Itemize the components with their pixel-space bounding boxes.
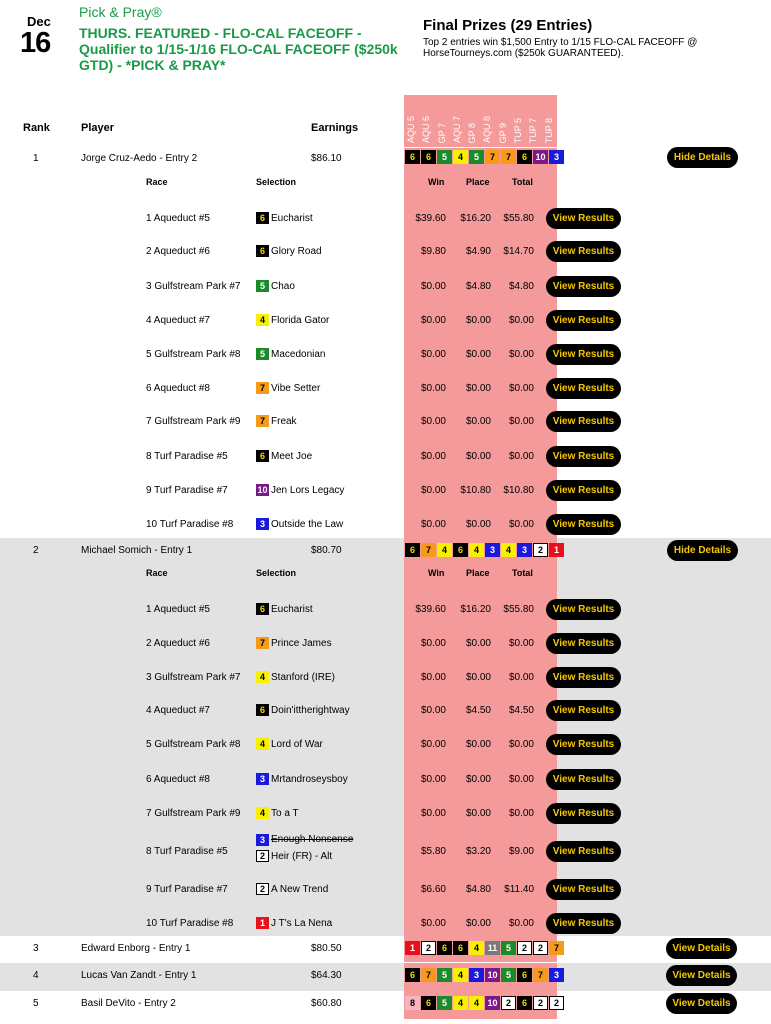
place-amount: $4.80 <box>465 884 491 895</box>
race-header <box>419 95 434 147</box>
saddle-number: 7 <box>256 637 269 649</box>
pick-cell: 4 <box>453 996 468 1010</box>
total-amount: $0.00 <box>508 638 534 649</box>
saddle-number: 7 <box>256 382 269 394</box>
leaderboard-row <box>0 936 771 962</box>
race-name: 9 Turf Paradise #7 <box>146 884 228 895</box>
win-amount: $0.00 <box>420 485 446 496</box>
total-amount: $0.00 <box>508 774 534 785</box>
horse-name: Freak <box>271 416 297 427</box>
picks-strip <box>404 148 557 538</box>
place-amount: $4.80 <box>465 281 491 292</box>
detail-row <box>0 383 771 403</box>
place-amount: $0.00 <box>465 638 491 649</box>
pick-cell: 6 <box>421 996 436 1010</box>
view-results-button[interactable]: View Results <box>546 879 621 900</box>
pick-cell: 2 <box>549 996 564 1010</box>
saddle-number: 3 <box>256 773 269 785</box>
detail-row <box>0 315 771 335</box>
pick-cell: 4 <box>469 543 484 557</box>
detail-row <box>0 519 771 539</box>
view-results-button[interactable]: View Results <box>546 734 621 755</box>
race-name: 6 Aqueduct #8 <box>146 774 210 785</box>
detail-header-selection: Selection <box>256 177 297 187</box>
place-amount: $3.20 <box>465 846 491 857</box>
pick-cell: 8 <box>405 996 420 1010</box>
earnings: $64.30 <box>311 970 342 981</box>
pick-cell: 2 <box>533 996 548 1010</box>
detail-header-total: Total <box>512 568 533 578</box>
win-amount: $0.00 <box>420 349 446 360</box>
detail-row <box>0 246 771 266</box>
horse-name: Chao <box>271 281 295 292</box>
pick-cell: 2 <box>533 941 548 955</box>
win-amount: $5.80 <box>420 846 446 857</box>
detail-header-race: Race <box>146 568 168 578</box>
race-name: 7 Gulfstream Park #9 <box>146 808 241 819</box>
rank: 3 <box>33 943 39 954</box>
total-amount: $55.80 <box>503 213 534 224</box>
view-results-button[interactable]: View Results <box>546 803 621 824</box>
total-amount: $4.80 <box>508 281 534 292</box>
detail-row <box>0 604 771 624</box>
horse-name-scratched: Enough Nonsense <box>271 834 354 845</box>
pick-cell: 6 <box>517 996 532 1010</box>
hide-details-button[interactable]: Hide Details <box>667 147 738 168</box>
win-amount: $0.00 <box>420 672 446 683</box>
place-amount: $0.00 <box>465 739 491 750</box>
total-amount: $0.00 <box>508 315 534 326</box>
place-amount: $0.00 <box>465 808 491 819</box>
saddle-number: 7 <box>256 415 269 427</box>
total-amount: $55.80 <box>503 604 534 615</box>
detail-header-place: Place <box>466 177 490 187</box>
leaderboard-row <box>0 991 771 1019</box>
saddle-number: 6 <box>256 603 269 615</box>
pick-cell: 1 <box>549 543 564 557</box>
column-earnings: Earnings <box>311 122 359 134</box>
earnings: $80.50 <box>311 943 342 954</box>
prizes-title: Final Prizes (29 Entries) <box>423 17 593 34</box>
horse-name: Macedonian <box>271 349 326 360</box>
view-details-button[interactable]: View Details <box>666 993 737 1014</box>
saddle-number: 1 <box>256 917 269 929</box>
saddle-number: 3 <box>256 834 269 846</box>
race-name: 5 Gulfstream Park #8 <box>146 349 241 360</box>
race-name: 6 Aqueduct #8 <box>146 383 210 394</box>
horse-name: J T's La Nena <box>271 918 333 929</box>
picks-strip <box>404 538 557 936</box>
detail-row <box>0 774 771 794</box>
place-amount: $0.00 <box>465 774 491 785</box>
detail-header-total: Total <box>512 177 533 187</box>
pick-cell: 6 <box>405 543 420 557</box>
place-amount: $0.00 <box>465 519 491 530</box>
place-amount: $0.00 <box>465 416 491 427</box>
view-results-button[interactable]: View Results <box>546 841 621 862</box>
win-amount: $0.00 <box>420 638 446 649</box>
win-amount: $39.60 <box>415 213 446 224</box>
hide-details-button[interactable]: Hide Details <box>667 540 738 561</box>
horse-name: Glory Road <box>271 246 322 257</box>
earnings: $80.70 <box>311 545 342 556</box>
horse-name: To a T <box>271 808 299 819</box>
detail-row <box>0 281 771 301</box>
horse-name: Lord of War <box>271 739 323 750</box>
saddle-number: 3 <box>256 518 269 530</box>
place-amount: $10.80 <box>460 485 491 496</box>
race-name: 10 Turf Paradise #8 <box>146 918 234 929</box>
total-amount: $0.00 <box>508 808 534 819</box>
race-name: 4 Aqueduct #7 <box>146 315 210 326</box>
detail-row <box>0 451 771 471</box>
race-name: 8 Turf Paradise #5 <box>146 451 228 462</box>
detail-header-race: Race <box>146 177 168 187</box>
detail-row <box>0 884 771 904</box>
rank: 4 <box>33 970 39 981</box>
win-amount: $0.00 <box>420 383 446 394</box>
race-header-label: AQU 8 <box>482 115 493 143</box>
win-amount: $0.00 <box>420 451 446 462</box>
earnings: $60.80 <box>311 998 342 1009</box>
pick-cell: 6 <box>405 150 420 164</box>
pick-cell: 4 <box>501 543 516 557</box>
race-name: 2 Aqueduct #6 <box>146 638 210 649</box>
race-header-label: GP 7 <box>436 122 447 143</box>
pick-cells <box>405 941 565 955</box>
race-header <box>526 95 541 147</box>
detail-row <box>0 834 771 866</box>
race-name: 3 Gulfstream Park #7 <box>146 281 241 292</box>
pick-cell: 1 <box>405 941 420 955</box>
pick-cell: 10 <box>485 996 500 1010</box>
pick-cell: 7 <box>421 968 436 982</box>
race-column-headers <box>404 95 557 147</box>
race-header <box>542 95 557 147</box>
pick-cell: 2 <box>501 996 516 1010</box>
saddle-number: 4 <box>256 314 269 326</box>
saddle-number: 2 <box>256 850 269 862</box>
pick-cell: 7 <box>533 968 548 982</box>
race-header <box>404 95 419 147</box>
win-amount: $0.00 <box>420 918 446 929</box>
pick-cell: 11 <box>485 941 500 955</box>
detail-row <box>0 918 771 938</box>
horse-name: A New Trend <box>271 884 329 895</box>
view-results-button[interactable]: View Results <box>546 633 621 654</box>
view-results-button[interactable]: View Results <box>546 310 621 331</box>
view-results-button[interactable]: View Results <box>546 769 621 790</box>
view-results-button[interactable]: View Results <box>546 208 621 229</box>
saddle-number: 10 <box>257 485 268 495</box>
detail-header-place: Place <box>466 568 490 578</box>
view-results-button[interactable]: View Results <box>546 378 621 399</box>
total-amount: $9.00 <box>508 846 534 857</box>
race-header-label: GP 9 <box>497 122 508 143</box>
horse-name: Florida Gator <box>271 315 330 326</box>
race-header-label: AQU 7 <box>451 115 462 143</box>
view-results-button[interactable]: View Results <box>546 599 621 620</box>
total-amount: $0.00 <box>508 918 534 929</box>
player-name: Lucas Van Zandt - Entry 1 <box>81 970 197 981</box>
race-header <box>496 95 511 147</box>
pick-cell: 6 <box>517 968 532 982</box>
player-name: Michael Somich - Entry 1 <box>81 545 193 556</box>
pick-cell: 6 <box>405 968 420 982</box>
pick-cell: 4 <box>469 996 484 1010</box>
saddle-number: 5 <box>256 280 269 292</box>
place-amount: $4.90 <box>465 246 491 257</box>
pick-cell: 2 <box>517 941 532 955</box>
race-name: 9 Turf Paradise #7 <box>146 485 228 496</box>
race-name: 8 Turf Paradise #5 <box>146 846 228 857</box>
saddle-number: 4 <box>256 671 269 683</box>
place-amount: $0.00 <box>465 918 491 929</box>
horse-name: Meet Joe <box>271 451 313 462</box>
race-header-label: TUP 8 <box>543 117 554 143</box>
place-amount: $0.00 <box>465 349 491 360</box>
total-amount: $4.50 <box>508 705 534 716</box>
detail-row <box>0 705 771 725</box>
detail-row <box>0 672 771 692</box>
pick-cells <box>405 543 565 557</box>
place-amount: $16.20 <box>460 604 491 615</box>
pick-cell: 6 <box>437 941 452 955</box>
win-amount: $0.00 <box>420 519 446 530</box>
pick-cells <box>405 996 565 1010</box>
saddle-number: 2 <box>256 883 269 895</box>
horse-name: Stanford (IRE) <box>271 672 335 683</box>
race-name: 3 Gulfstream Park #7 <box>146 672 241 683</box>
view-results-button[interactable]: View Results <box>546 700 621 721</box>
view-results-button[interactable]: View Results <box>546 514 621 535</box>
race-header-label: AQU 6 <box>421 115 432 143</box>
win-amount: $0.00 <box>420 705 446 716</box>
place-amount: $0.00 <box>465 383 491 394</box>
pick-cell: 6 <box>421 150 436 164</box>
saddle-number: 6 <box>256 704 269 716</box>
pick-cell: 2 <box>421 941 436 955</box>
contest-title: THURS. FEATURED - FLO-CAL FACEOFF - Qualifier to 1/15-1/16 FLO-CAL FACEOFF ($250k GTD) - *PICK & PRAY* <box>79 25 398 73</box>
pick-cell: 7 <box>501 150 516 164</box>
pick-cell: 6 <box>517 150 532 164</box>
race-header <box>465 95 480 147</box>
pick-cell: 10 <box>485 968 500 982</box>
win-amount: $0.00 <box>420 315 446 326</box>
pick-cell: 5 <box>437 968 452 982</box>
detail-row <box>0 416 771 436</box>
pick-cell: 4 <box>453 150 468 164</box>
rank: 2 <box>33 545 39 556</box>
place-amount: $4.50 <box>465 705 491 716</box>
pick-cell: 6 <box>453 941 468 955</box>
view-results-button[interactable]: View Results <box>546 446 621 467</box>
total-amount: $11.40 <box>504 884 534 895</box>
win-amount: $0.00 <box>420 416 446 427</box>
race-header <box>450 95 465 147</box>
pick-cell: 7 <box>485 150 500 164</box>
race-name: 7 Gulfstream Park #9 <box>146 416 241 427</box>
leaderboard-row <box>0 538 771 936</box>
detail-row <box>0 638 771 658</box>
pick-cell: 7 <box>549 941 564 955</box>
saddle-number: 6 <box>256 212 269 224</box>
rank: 1 <box>33 153 39 164</box>
race-header-label: GP 8 <box>467 122 478 143</box>
total-amount: $0.00 <box>508 383 534 394</box>
prizes-description: Top 2 entries win $1,500 Entry to 1/15 FLO-CAL FACEOFF @ HorseTourneys.com ($250k GUARANTEED). <box>423 37 698 59</box>
pick-cell: 4 <box>437 543 452 557</box>
pick-cell: 4 <box>469 941 484 955</box>
pick-cell: 5 <box>437 150 452 164</box>
detail-row <box>0 213 771 233</box>
rank: 5 <box>33 998 39 1009</box>
saddle-number: 6 <box>256 245 269 257</box>
race-name: 1 Aqueduct #5 <box>146 604 210 615</box>
pick-cell: 4 <box>453 968 468 982</box>
pick-cell: 6 <box>453 543 468 557</box>
win-amount: $0.00 <box>420 774 446 785</box>
earnings: $86.10 <box>311 153 342 164</box>
total-amount: $0.00 <box>508 451 534 462</box>
win-amount: $9.80 <box>420 246 446 257</box>
view-results-button[interactable]: View Results <box>546 241 621 262</box>
view-results-button[interactable]: View Results <box>546 276 621 297</box>
leaderboard-row <box>0 963 771 991</box>
horse-name: Prince James <box>271 638 332 649</box>
win-amount: $39.60 <box>415 604 446 615</box>
pick-cells <box>405 968 565 982</box>
race-header-label: AQU 5 <box>406 115 416 143</box>
race-header <box>435 95 450 147</box>
pick-cell: 5 <box>437 996 452 1010</box>
place-amount: $16.20 <box>460 213 491 224</box>
pick-cell: 3 <box>549 968 564 982</box>
player-name: Basil DeVito - Entry 2 <box>81 998 176 1009</box>
pick-cell: 3 <box>517 543 532 557</box>
race-header <box>480 95 495 147</box>
win-amount: $0.00 <box>420 739 446 750</box>
place-amount: $0.00 <box>465 672 491 683</box>
pick-cell: 10 <box>533 150 548 164</box>
total-amount: $0.00 <box>508 739 534 750</box>
view-results-button[interactable]: View Results <box>546 344 621 365</box>
detail-header-win: Win <box>428 177 445 187</box>
detail-row <box>0 739 771 759</box>
player-name: Edward Enborg - Entry 1 <box>81 943 191 954</box>
horse-name: Vibe Setter <box>271 383 321 394</box>
race-header-label: TUP 7 <box>528 117 539 143</box>
total-amount: $0.00 <box>508 349 534 360</box>
total-amount: $14.70 <box>503 246 534 257</box>
race-name: 5 Gulfstream Park #8 <box>146 739 241 750</box>
horse-name: Eucharist <box>271 604 313 615</box>
detail-header-win: Win <box>428 568 445 578</box>
date-day: 16 <box>20 27 51 59</box>
pick-cells <box>405 150 565 164</box>
total-amount: $0.00 <box>508 519 534 530</box>
total-amount: $0.00 <box>508 672 534 683</box>
view-details-button[interactable]: View Details <box>666 965 737 986</box>
place-amount: $0.00 <box>465 315 491 326</box>
column-player: Player <box>81 122 115 134</box>
view-results-button[interactable]: View Results <box>546 667 621 688</box>
view-results-button[interactable]: View Results <box>546 411 621 432</box>
column-rank: Rank <box>23 122 50 134</box>
date-month: Dec <box>27 14 51 29</box>
saddle-number: 6 <box>256 450 269 462</box>
pick-cell: 3 <box>485 543 500 557</box>
saddle-number: 4 <box>256 738 269 750</box>
player-name: Jorge Cruz-Aedo - Entry 2 <box>81 153 198 164</box>
race-header-label: TUP 5 <box>513 117 524 143</box>
pick-cell: 5 <box>501 941 516 955</box>
view-results-button[interactable]: View Results <box>546 480 621 501</box>
horse-name: Outside the Law <box>271 519 344 530</box>
detail-header-selection: Selection <box>256 568 297 578</box>
pick-cell: 7 <box>421 543 436 557</box>
horse-name: Doin'ittherightway <box>271 705 350 716</box>
win-amount: $0.00 <box>420 281 446 292</box>
detail-row <box>0 349 771 369</box>
saddle-number: 4 <box>256 807 269 819</box>
horse-name: Heir (FR) - Alt <box>271 851 333 862</box>
win-amount: $0.00 <box>420 808 446 819</box>
race-name: 1 Aqueduct #5 <box>146 213 210 224</box>
pick-cell: 3 <box>469 968 484 982</box>
pick-cell: 3 <box>549 150 564 164</box>
saddle-number: 5 <box>256 348 269 360</box>
horse-name: Jen Lors Legacy <box>271 485 345 496</box>
place-amount: $0.00 <box>465 451 491 462</box>
pick-cell: 5 <box>469 150 484 164</box>
detail-row <box>0 808 771 828</box>
pick-cell: 2 <box>533 543 548 557</box>
total-amount: $10.80 <box>503 485 534 496</box>
race-name: 4 Aqueduct #7 <box>146 705 210 716</box>
horse-name: Eucharist <box>271 213 313 224</box>
race-name: 2 Aqueduct #6 <box>146 246 210 257</box>
win-amount: $6.60 <box>420 884 446 895</box>
race-header <box>511 95 526 147</box>
race-name: 10 Turf Paradise #8 <box>146 519 234 530</box>
leaderboard-row <box>0 148 771 538</box>
pick-cell: 5 <box>501 968 516 982</box>
contest-type: Pick & Pray® <box>79 4 162 20</box>
horse-name: Mrtandroseysboy <box>271 774 348 785</box>
detail-row <box>0 485 771 505</box>
view-results-button[interactable]: View Results <box>546 913 621 934</box>
page-header <box>0 0 771 96</box>
view-details-button[interactable]: View Details <box>666 938 737 959</box>
total-amount: $0.00 <box>508 416 534 427</box>
